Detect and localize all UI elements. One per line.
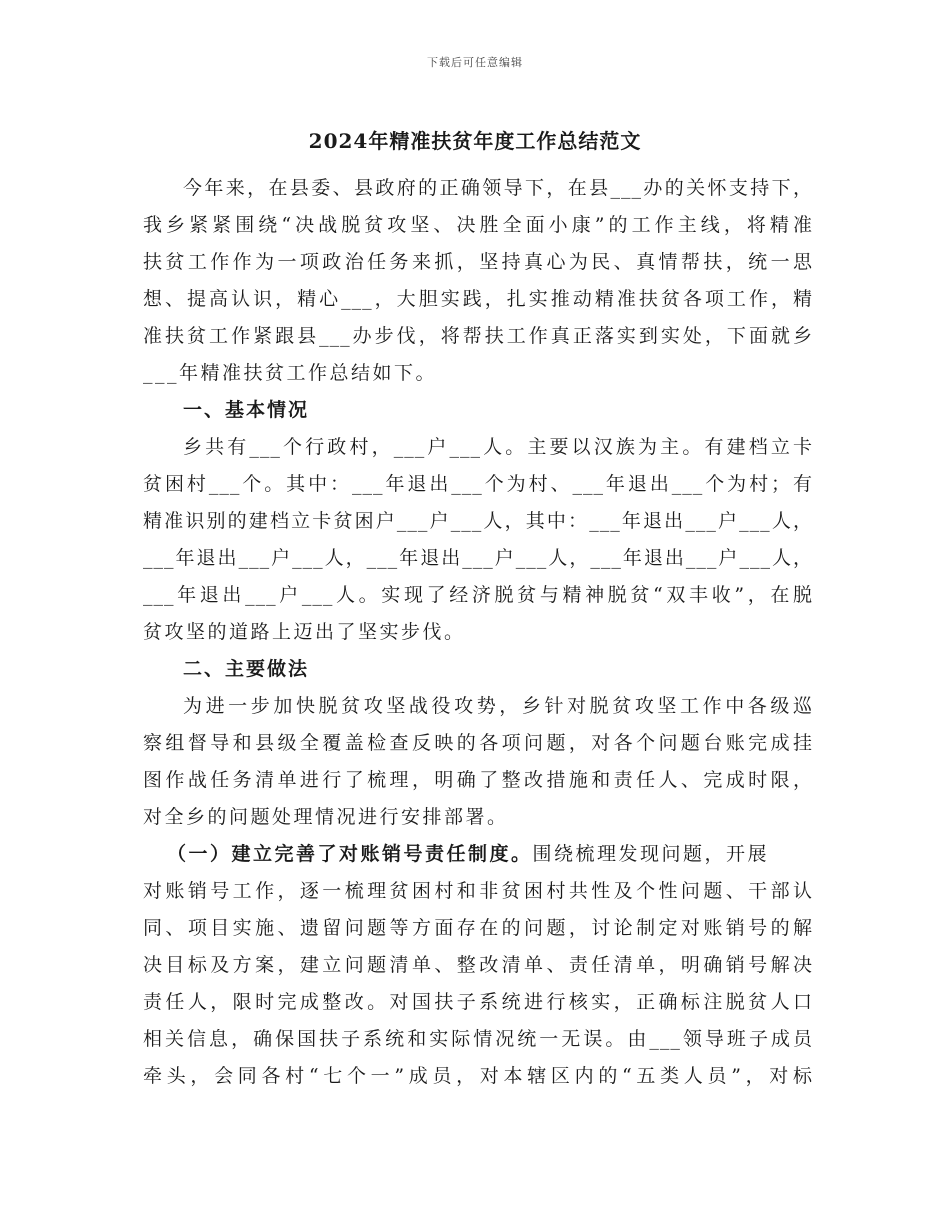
paragraph-line: 想、提高认识，精心___，大胆实践，扎实推动精准扶贫各项工作，精 [143, 288, 813, 310]
paragraph-line: 乡共有___个行政村，___户___人。主要以汉族为主。有建档立卡 [183, 436, 813, 458]
paragraph-line: 图作战任务清单进行了梳理，明确了整改措施和责任人、完成时限， [143, 769, 813, 791]
paragraph-line: 为进一步加快脱贫攻坚战役攻势，乡针对脱贫攻坚工作中各级巡 [183, 695, 813, 717]
header-note: 下载后可任意编辑 [427, 56, 523, 69]
paragraph-line: ___年退出___户___人，___年退出___户___人，___年退出___户___人， [143, 547, 813, 569]
paragraph-line: 贫攻坚的道路上迈出了坚实步伐。 [143, 621, 466, 643]
paragraph-line: 准扶贫工作紧跟县___办步伐，将帮扶工作真正落实到实处，下面就乡 [143, 325, 813, 347]
document-title: 2024年精准扶贫年度工作总结范文 [308, 129, 642, 153]
paragraph-line: 对全乡的问题处理情况进行安排部署。 [143, 806, 509, 828]
section-heading: 一、基本情况 [183, 399, 310, 421]
document-body [143, 170, 813, 1095]
paragraph-line: 决目标及方案，建立问题清单、整改清单、责任清单，明确销号解决 [143, 954, 813, 976]
paragraph-line: 责任人，限时完成整改。对国扶子系统进行核实，正确标注脱贫人口 [143, 991, 813, 1013]
paragraph-line: ___年退出___户___人。实现了经济脱贫与精神脱贫“双丰收”，在脱 [143, 584, 813, 606]
paragraph-line: 扶贫工作作为一项政治任务来抓，坚持真心为民、真情帮扶，统一思 [143, 251, 813, 273]
paragraph-line: 相关信息，确保国扶子系统和实际情况统一无误。由___领导班子成员 [143, 1028, 813, 1050]
paragraph-text: 围绕梳理发现问题，开展 [532, 843, 770, 865]
subsection-heading: （一）建立完善了对账销号责任制度。 [167, 843, 533, 865]
paragraph-line [143, 836, 813, 873]
paragraph-line: 牵头，会同各村“七个一”成员，对本辖区内的“五类人员”，对标 [143, 1065, 813, 1087]
paragraph-line: 对账销号工作，逐一梳理贫困村和非贫困村共性及个性问题、干部认 [143, 880, 813, 902]
paragraph-line: 今年来，在县委、县政府的正确领导下，在县___办的关怀支持下， [183, 177, 813, 199]
paragraph-line: 同、项目实施、遗留问题等方面存在的问题，讨论制定对账销号的解 [143, 917, 813, 939]
section-heading: 二、主要做法 [183, 658, 310, 680]
paragraph-line: 贫困村___个。其中：___年退出___个为村、___年退出___个为村；有 [143, 473, 813, 495]
paragraph-line: 我乡紧紧围绕“决战脱贫攻坚、决胜全面小康”的工作主线，将精准 [143, 214, 813, 236]
paragraph-line: 察组督导和县级全覆盖检查反映的各项问题，对各个问题台账完成挂 [143, 732, 813, 754]
paragraph-line: 精准识别的建档立卡贫困户___户___人，其中：___年退出___户___人， [143, 510, 813, 532]
paragraph-line: ___年精准扶贫工作总结如下。 [143, 362, 438, 384]
